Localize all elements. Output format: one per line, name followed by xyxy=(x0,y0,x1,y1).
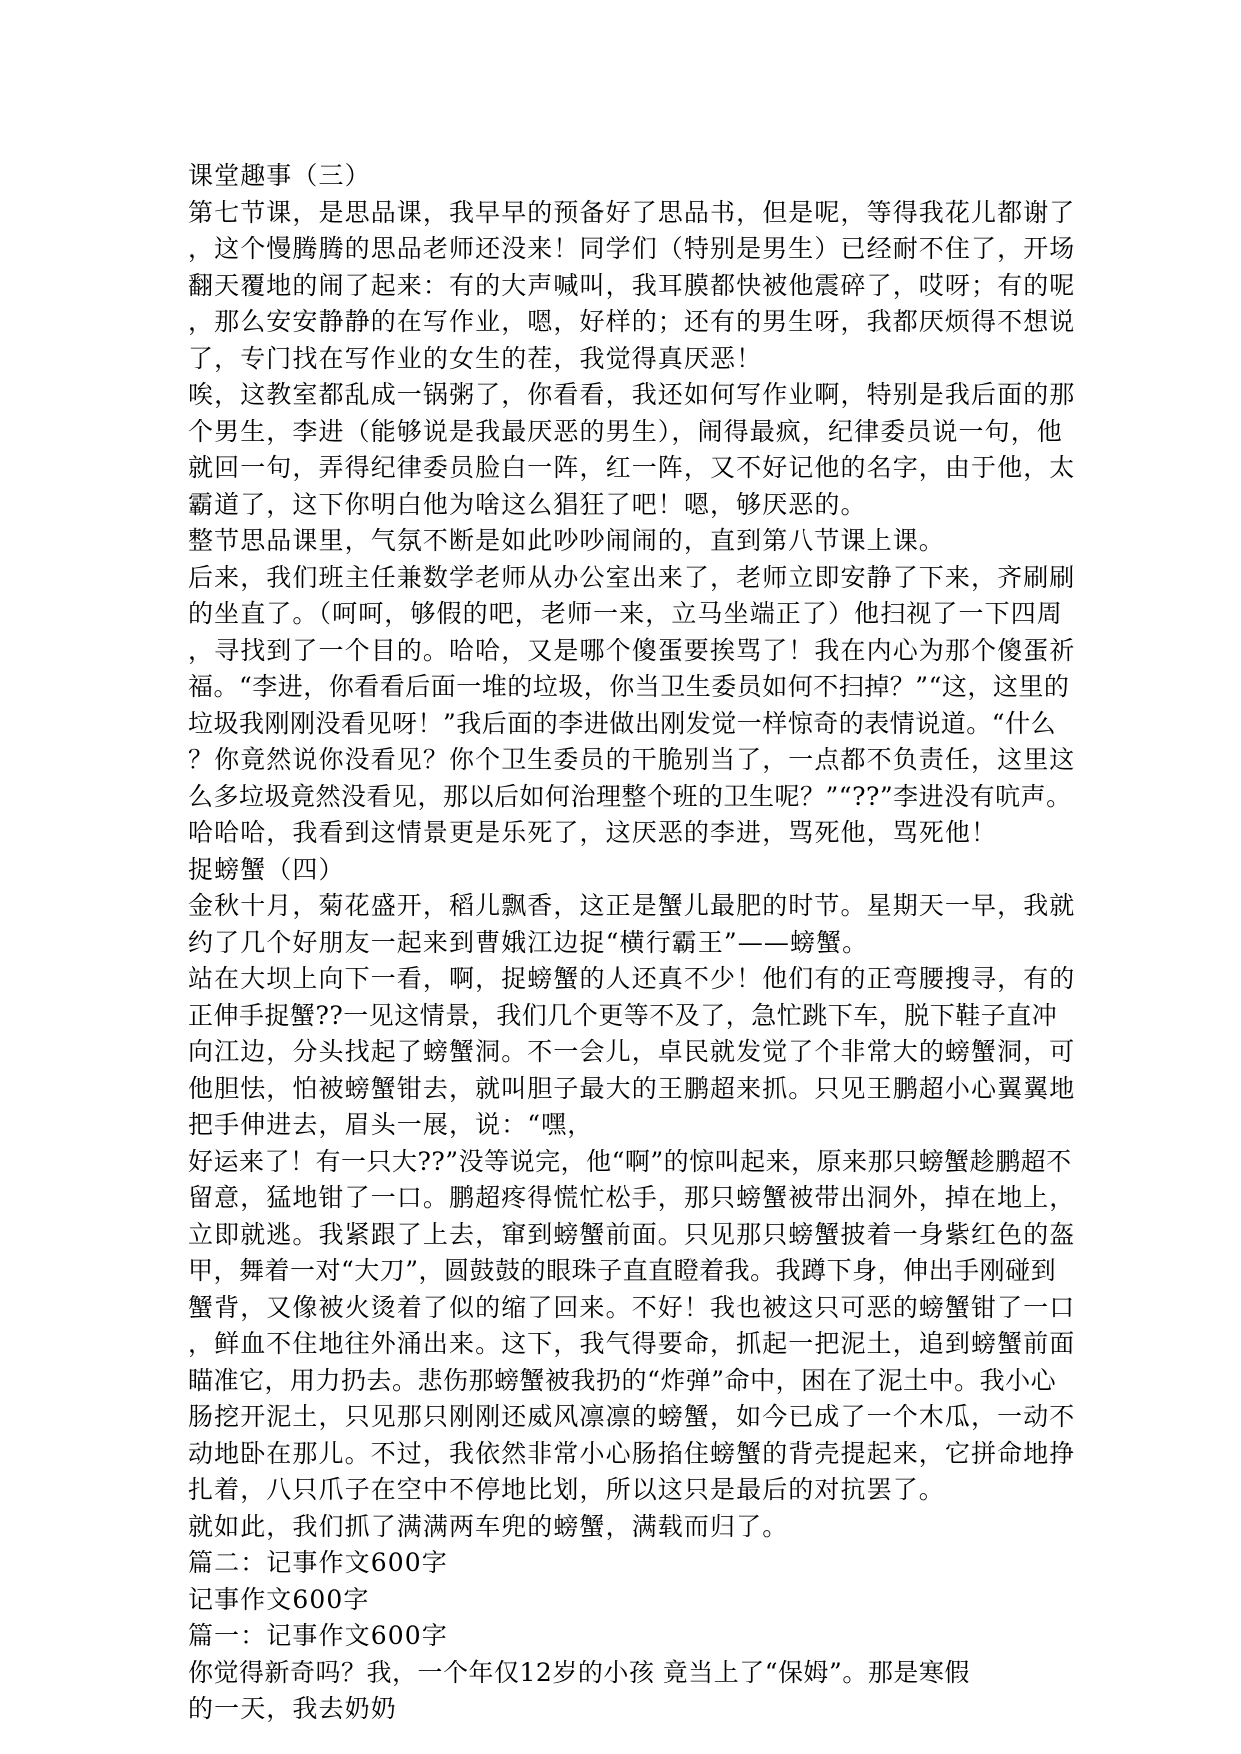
text-line: 唉，这教室都乱成一锅粥了，你看看，我还如何写作业啊，特别是我后面的那 xyxy=(188,380,1076,409)
text-line: ，寻找到了一个目的。哈哈，又是哪个傻蛋要挨骂了！我在内心为那个傻蛋祈 xyxy=(188,635,1076,665)
text-line: 肠挖开泥土，只见那只刚刚还威风凛凛的螃蟹，如今已成了一个木瓜，一动不 xyxy=(188,1402,1076,1431)
text-line: 的一天，我去奶奶 xyxy=(188,1694,397,1723)
text-line: 就回一句，弄得纪律委员脸白一阵，红一阵，又不好记他的名字，由于他，太 xyxy=(188,453,1076,482)
text-line: 向江边，分头找起了螃蟹洞。不一会儿，卓民就发觉了个非常大的螃蟹洞，可 xyxy=(188,1037,1076,1066)
heading-article-two: 篇二：记事作文600字 xyxy=(188,1548,448,1577)
text-line: 个男生，李进（能够说是我最厌恶的男生），闹得最疯，纪律委员说一句，他 xyxy=(188,416,1063,446)
text-line: 后来，我们班主任兼数学老师从办公室出来了，老师立即安静了下来，齐刷刷 xyxy=(188,562,1076,592)
text-line: 动地卧在那儿。不过，我依然非常小心肠掐住螃蟹的背壳提起来，它拼命地挣 xyxy=(188,1438,1076,1468)
text-line: 瞄准它，用力扔去。悲伤那螃蟹被我扔的“炸弹”命中，困在了泥土中。我小心 xyxy=(188,1365,1057,1395)
heading-article-one: 篇一：记事作文600字 xyxy=(188,1621,448,1650)
text-line: 的坐直了。（呵呵，够假的吧，老师一来，立马坐端正了）他扫视了一下四周 xyxy=(188,599,1063,628)
text-line: 霸道了，这下你明白他为啥这么猖狂了吧！嗯，够厌恶的。 xyxy=(188,489,867,519)
text-line: 福。“李进，你看看后面一堆的垃圾，你当卫生委员如何不扫掉？”“这，这里的 xyxy=(188,672,1070,701)
text-line: 约了几个好朋友一起来到曹娥江边捉“横行霸王”——螃蟹。 xyxy=(188,927,869,957)
text-line: ，这个慢腾腾的思品老师还没来！同学们（特别是男生）已经耐不住了，开场 xyxy=(188,234,1076,263)
text-line: 把手伸进去，眉头一展，说：“嘿， xyxy=(188,1110,594,1139)
text-line: 留意，猛地钳了一口。鹏超疼得慌忙松手，那只螃蟹被带出洞外，掉在地上， xyxy=(188,1183,1076,1212)
text-line: 你觉得新奇吗？我，一个年仅12岁的小孩 竟当上了“保姆”。那是寒假 xyxy=(188,1657,970,1687)
text-line: 金秋十月，菊花盛开，稻儿飘香，这正是蟹儿最肥的时节。星期天一早，我就 xyxy=(188,891,1076,920)
text-line: 哈哈哈，我看到这情景更是乐死了，这厌恶的李进，骂死他，骂死他！ xyxy=(188,818,998,847)
text-line: 立即就逃。我紧跟了上去，窜到螃蟹前面。只见那只螃蟹披着一身紫红色的盔 xyxy=(188,1219,1076,1249)
text-line: 他胆怯，怕被螃蟹钳去，就叫胆子最大的王鹏超来抓。只见王鹏超小心翼翼地 xyxy=(188,1073,1076,1103)
text-line: 整节思品课里，气氛不断是如此吵吵闹闹的，直到第八节课上课。 xyxy=(188,526,945,555)
text-line: 站在大坝上向下一看，啊，捉螃蟹的人还真不少！他们有的正弯腰搜寻，有的 xyxy=(188,964,1076,993)
heading-essay-title: 记事作文600字 xyxy=(188,1584,370,1614)
text-line: 甲，舞着一对“大刀”，圆鼓鼓的眼珠子直直瞪着我。我蹲下身，伸出手刚碰到 xyxy=(188,1256,1057,1285)
text-line: 就如此，我们抓了满满两车兜的螃蟹，满载而归了。 xyxy=(188,1511,789,1541)
document-body xyxy=(188,158,1076,1728)
text-line: 蟹背，又像被火烫着了似的缩了回来。不好！我也被这只可恶的螃蟹钳了一口 xyxy=(188,1292,1076,1322)
text-line: 正伸手捉蟹??一见这情景，我们几个更等不及了，急忙跳下车，脱下鞋子直冲 xyxy=(188,1000,1058,1030)
text-line: ？你竟然说你没看见？你个卫生委员的干脆别当了，一点都不负责任，这里这 xyxy=(188,745,1076,774)
text-line: ，那么安安静静的在写作业，嗯，好样的；还有的男生呀，我都厌烦得不想说 xyxy=(188,307,1076,336)
heading-catch-crabs: 捉螃蟹（四） xyxy=(188,854,345,884)
text-line: 了，专门找在写作业的女生的茬，我觉得真厌恶！ xyxy=(188,343,763,373)
text-line: ，鲜血不住地往外涌出来。这下，我气得要命，抓起一把泥土，追到螃蟹前面 xyxy=(188,1329,1076,1358)
text-line: 扎着，八只爪子在空中不停地比划，所以这只是最后的对抗罢了。 xyxy=(188,1475,945,1504)
text-line: 垃圾我刚刚没看见呀！”我后面的李进做出刚发觉一样惊奇的表情说道。“什么 xyxy=(188,708,1057,738)
text-line: 第七节课，是思品课，我早早的预备好了思品书，但是呢，等得我花儿都谢了 xyxy=(188,197,1076,227)
text-line: 翻天覆地的闹了起来：有的大声喊叫，我耳膜都快被他震碎了，哎呀；有的呢 xyxy=(188,270,1076,300)
text-line: 么多垃圾竟然没看见，那以后如何治理整个班的卫生呢？”“??”李进没有吭声。 xyxy=(188,781,1072,811)
heading-classroom-story: 课堂趣事（三） xyxy=(188,161,371,190)
text-line: 好运来了！有一只大??”没等说完，他“啊”的惊叫起来，原来那只螃蟹趁鹏超不 xyxy=(188,1146,1072,1176)
